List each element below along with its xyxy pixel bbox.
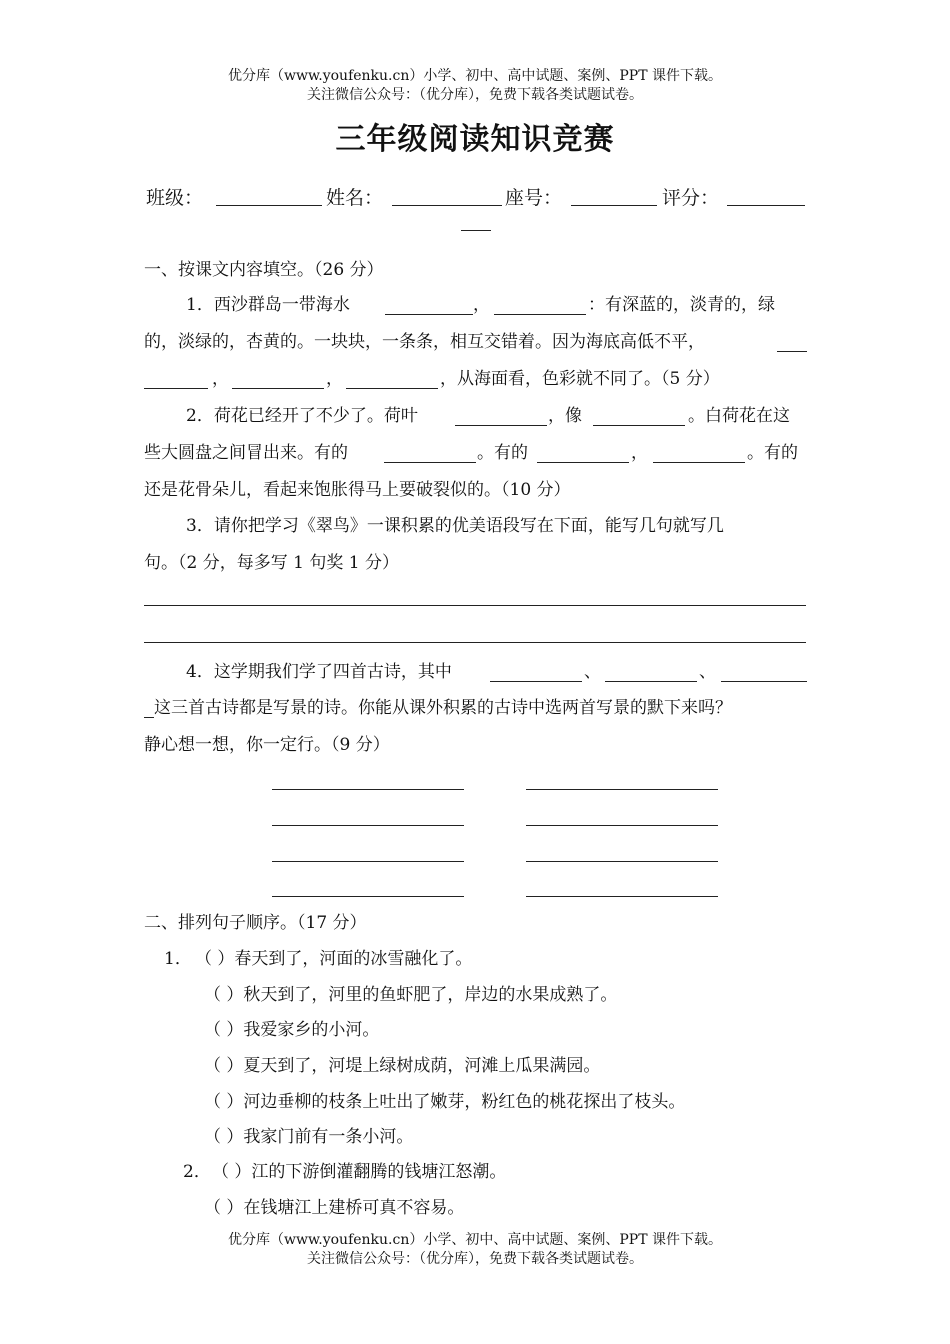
- poem-line[interactable]: [526, 825, 718, 826]
- q1-blank-2[interactable]: [494, 314, 586, 315]
- poem-line[interactable]: [526, 861, 718, 862]
- q4-text-b: 、: [584, 662, 601, 682]
- group2-number: 2．: [183, 1162, 211, 1182]
- q1-text-e: ，: [326, 369, 343, 389]
- class-label: 班级：: [146, 187, 204, 209]
- poem-line[interactable]: [272, 861, 464, 862]
- q1-text-c: ：有深蓝的，淡青的，绿: [588, 295, 775, 315]
- sentence-item: （ ）我爱家乡的小河。: [204, 1020, 380, 1040]
- class-field[interactable]: [216, 205, 322, 206]
- q3-line-1: 3．请你把学习《翠鸟》一课积累的优美语段写在下面，能写几句就写几: [186, 516, 724, 536]
- sentence-item: （ ）夏天到了，河堤上绿树成荫，河滩上瓜果满园。: [204, 1056, 601, 1076]
- q2-blank-5[interactable]: [653, 462, 745, 463]
- q1-blank-4[interactable]: [232, 388, 324, 389]
- section2-heading: 二、排列句子顺序。（17 分）: [144, 913, 367, 933]
- q2-text-d: 些大圆盘之间冒出来。有的: [144, 443, 348, 463]
- q3-line-2: 句。（2 分，每多写 1 句奖 1 分）: [144, 553, 399, 573]
- sentence-item: （ ）在钱塘江上建桥可真不容易。: [204, 1198, 465, 1218]
- q2-text-c: 。白荷花在这: [688, 406, 790, 426]
- q2-text-a: 2．荷花已经开了不少了。荷叶: [186, 406, 418, 426]
- footer-line-2: 关注微信公众号：（优分库），免费下载各类试题试卷。: [307, 1251, 643, 1267]
- sentence-item: （ ）江的下游倒灌翻腾的钱塘江怒潮。: [212, 1162, 507, 1182]
- q2-text-b: ，像: [548, 406, 582, 426]
- q1-line-2: 的，淡绿的，杏黄的。一块块，一条条，相互交错着。因为海底高低不平，: [144, 332, 705, 352]
- q4-blank-3-cont[interactable]: [144, 717, 154, 718]
- q2-blank-1[interactable]: [455, 425, 547, 426]
- q4-text-c: 、: [699, 662, 716, 682]
- q4-line-3: 静心想一想，你一定行。（9 分）: [144, 735, 390, 755]
- q4-blank-2[interactable]: [605, 681, 697, 682]
- header-line-1: 优分库（www.youfenku.cn）小学、初中、高中试题、案例、PPT 课件下载。: [227, 68, 722, 84]
- poem-line[interactable]: [272, 825, 464, 826]
- sentence-item: （ ）秋天到了，河里的鱼虾肥了，岸边的水果成熟了。: [204, 985, 618, 1005]
- q3-answer-line-1[interactable]: [144, 605, 806, 606]
- q1-text-f: ，从海面看，色彩就不同了。（5 分）: [440, 369, 720, 389]
- header-line-2: 关注微信公众号：（优分库），免费下载各类试题试卷。: [307, 87, 643, 103]
- q2-text-g: 。有的: [747, 443, 798, 463]
- q4-line-2: 这三首古诗都是写景的诗。你能从课外积累的古诗中选两首写景的默下来吗？: [154, 698, 732, 718]
- q1-blank-5[interactable]: [346, 388, 438, 389]
- score-field[interactable]: [727, 205, 805, 206]
- q3-answer-line-2[interactable]: [144, 642, 806, 643]
- q1-blank-3[interactable]: [777, 351, 807, 352]
- q1-text-b: ，: [473, 295, 490, 315]
- q2-blank-4[interactable]: [537, 462, 629, 463]
- sentence-item: （ ）我家门前有一条小河。: [204, 1127, 414, 1147]
- section1-heading: 一、按课文内容填空。（26 分）: [144, 260, 384, 280]
- score-field-wrap[interactable]: [461, 230, 491, 231]
- footer-line-1: 优分库（www.youfenku.cn）小学、初中、高中试题、案例、PPT 课件下载。: [227, 1232, 722, 1248]
- group1-number: 1．: [164, 949, 192, 969]
- page-title: 三年级阅读知识竞赛: [335, 122, 615, 157]
- seat-label: 座号：: [505, 187, 563, 209]
- poem-line[interactable]: [272, 789, 464, 790]
- q1-blank-3-cont[interactable]: [144, 388, 208, 389]
- q4-blank-3[interactable]: [721, 681, 807, 682]
- name-label: 姓名：: [326, 187, 384, 209]
- q2-line-3: 还是花骨朵儿，看起来饱胀得马上要破裂似的。（10 分）: [144, 480, 571, 500]
- q2-blank-2[interactable]: [593, 425, 685, 426]
- poem-line[interactable]: [526, 896, 718, 897]
- sentence-item: （ ）春天到了，河面的冰雪融化了。: [195, 949, 473, 969]
- sentence-item: （ ）河边垂柳的枝条上吐出了嫩芽，粉红色的桃花探出了枝头。: [204, 1092, 686, 1112]
- q1-text-d: ，: [212, 369, 229, 389]
- poem-line[interactable]: [272, 896, 464, 897]
- q2-text-f: ，: [631, 443, 648, 463]
- poem-line[interactable]: [526, 789, 718, 790]
- score-label: 评分：: [662, 187, 720, 209]
- q1-text-a: 1．西沙群岛一带海水: [186, 295, 350, 315]
- q2-text-e: 。有的: [477, 443, 528, 463]
- name-field[interactable]: [392, 205, 502, 206]
- q2-blank-3[interactable]: [384, 462, 476, 463]
- q4-text-a: 4．这学期我们学了四首古诗，其中: [186, 662, 452, 682]
- q1-blank-1[interactable]: [385, 314, 473, 315]
- seat-field[interactable]: [571, 205, 657, 206]
- q4-blank-1[interactable]: [490, 681, 582, 682]
